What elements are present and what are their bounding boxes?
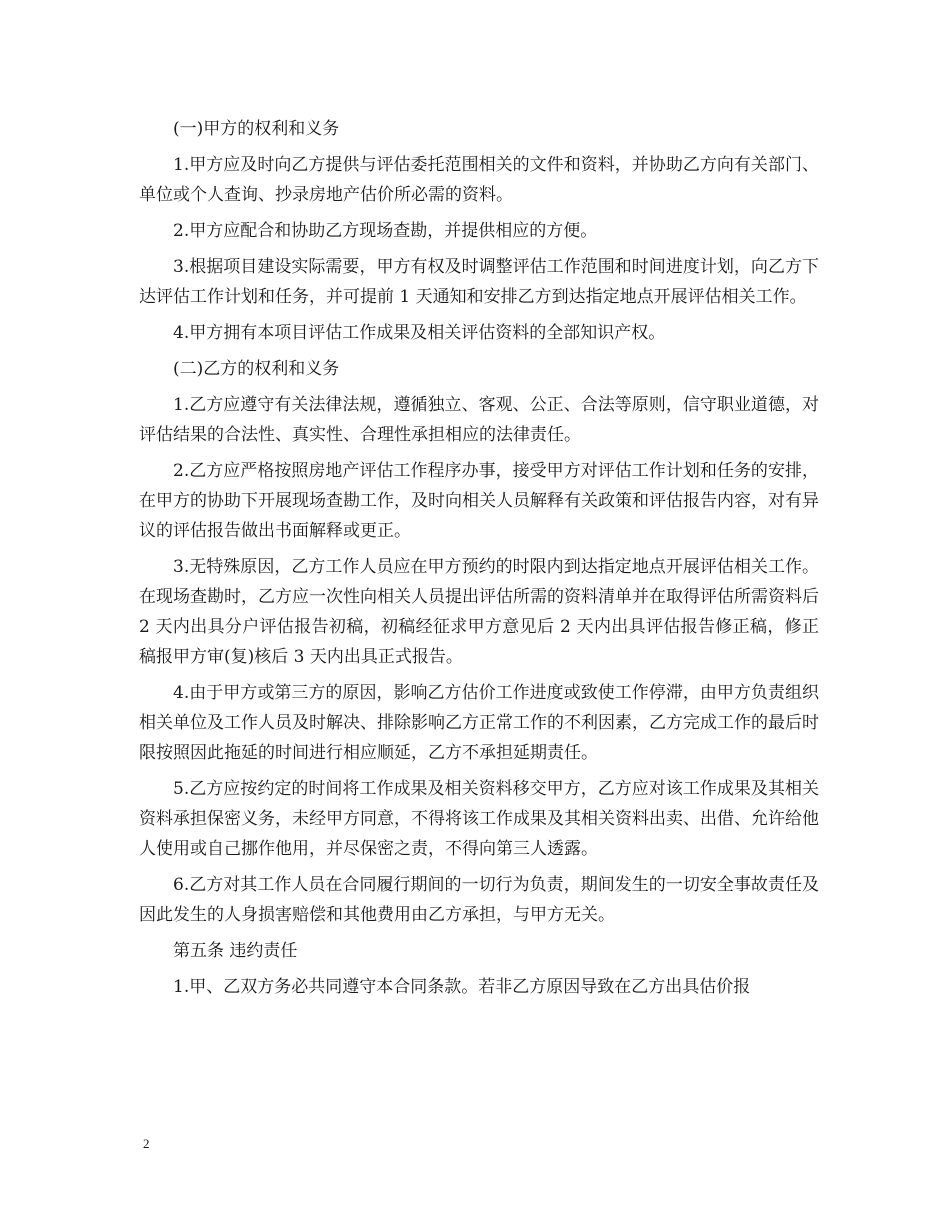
- document-body: [139, 114, 819, 1008]
- section-heading-party-b: (二)乙方的权利和义务: [173, 359, 340, 379]
- paragraph: 4.由于甲方或第三方的原因，影响乙方估价工作进度或致使工作停滞，由甲方负责组织相关单位及工作人员及时解决、排除影响乙方正常工作的不利因素，乙方完成工作的最后时限按照因此拖延的时间进行相应顺延，乙方不承担延期责任。: [139, 683, 819, 763]
- paragraph: 2.乙方应严格按照房地产评估工作程序办事，接受甲方对评估工作计划和任务的安排，在甲方的协助下开展现场查勘工作，及时向相关人员解释有关政策和评估报告内容，对有异议的评估报告做出书面解释或更正。: [139, 461, 819, 541]
- paragraph: 3.无特殊原因，乙方工作人员应在甲方预约的时限内到达指定地点开展评估相关工作。在现场查勘时，乙方应一次性向相关人员提出评估所需的资料清单并在取得评估所需资料后 2 天内出具分户评估报告初稿，初稿经征求甲方意见后 2 天内出具评估报告修正稿，修正稿报甲方审(复)核后 3 天内出具正式报告。: [139, 557, 819, 667]
- page-number: 2: [143, 1136, 150, 1151]
- paragraph: 4.甲方拥有本项目评估工作成果及相关评估资料的全部知识产权。: [173, 323, 666, 343]
- article-heading: 第五条 违约责任: [173, 941, 298, 961]
- paragraph: 1.甲方应及时向乙方提供与评估委托范围相关的文件和资料，并协助乙方向有关部门、单位或个人查询、抄录房地产估价所必需的资料。: [139, 155, 819, 205]
- paragraph: 1.乙方应遵守有关法律法规，遵循独立、客观、公正、合法等原则，信守职业道德，对评估结果的合法性、真实性、合理性承担相应的法律责任。: [139, 395, 819, 445]
- paragraph: 6.乙方对其工作人员在合同履行期间的一切行为负责，期间发生的一切安全事故责任及因此发生的人身损害赔偿和其他费用由乙方承担，与甲方无关。: [139, 875, 819, 925]
- paragraph: 5.乙方应按约定的时间将工作成果及相关资料移交甲方，乙方应对该工作成果及其相关资料承担保密义务，未经甲方同意，不得将该工作成果及其相关资料出卖、出借、允许给他人使用或自己挪作他用，并尽保密之责，不得向第三人透露。: [139, 779, 819, 859]
- paragraph: 3.根据项目建设实际需要，甲方有权及时调整评估工作范围和时间进度计划，向乙方下达评估工作计划和任务，并可提前 1 天通知和安排乙方到达指定地点开展评估相关工作。: [139, 257, 819, 307]
- paragraph: 1.甲、乙双方务必共同遵守本合同条款。若非乙方原因导致在乙方出具估价报: [173, 977, 751, 997]
- paragraph: 2.甲方应配合和协助乙方现场查勘，并提供相应的方便。: [173, 221, 598, 241]
- section-heading-party-a: (一)甲方的权利和义务: [173, 119, 340, 139]
